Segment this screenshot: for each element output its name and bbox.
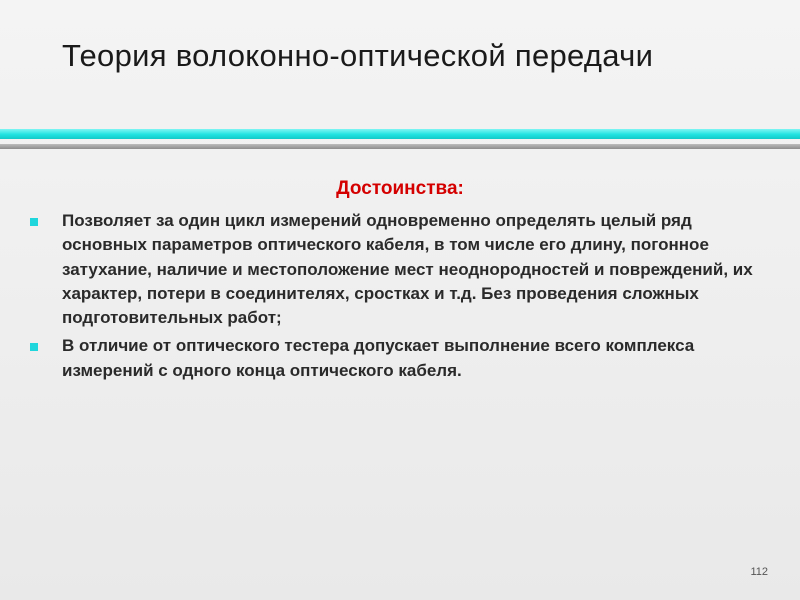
title-divider-gray — [0, 144, 800, 149]
title-divider-cyan — [0, 129, 800, 139]
cyan-square-bullet-icon — [30, 343, 38, 351]
page-number: 112 — [750, 566, 768, 578]
cyan-square-bullet-icon — [30, 218, 38, 226]
bullet-text: Позволяет за один цикл измерений одновременно определять целый ряд основных параметров оптического кабеля, в том числе его длину, погонное затухание, наличие и местоположение мест неоднородностей и повреждений, их характер, потери в соединителях, сростках и т.д. Без проведения сложных подготовительных работ; — [62, 211, 753, 328]
bullet-list — [30, 209, 778, 387]
bullet-item-1 — [30, 209, 778, 330]
slide-subtitle: Достоинства: — [336, 178, 464, 199]
bullet-text: В отличие от оптического тестера допускает выполнение всего комплекса измерений с одного конца оптического кабеля. — [62, 336, 695, 380]
bullet-item-2 — [30, 334, 778, 383]
slide-title: Теория волоконно-оптической передачи — [62, 38, 654, 73]
